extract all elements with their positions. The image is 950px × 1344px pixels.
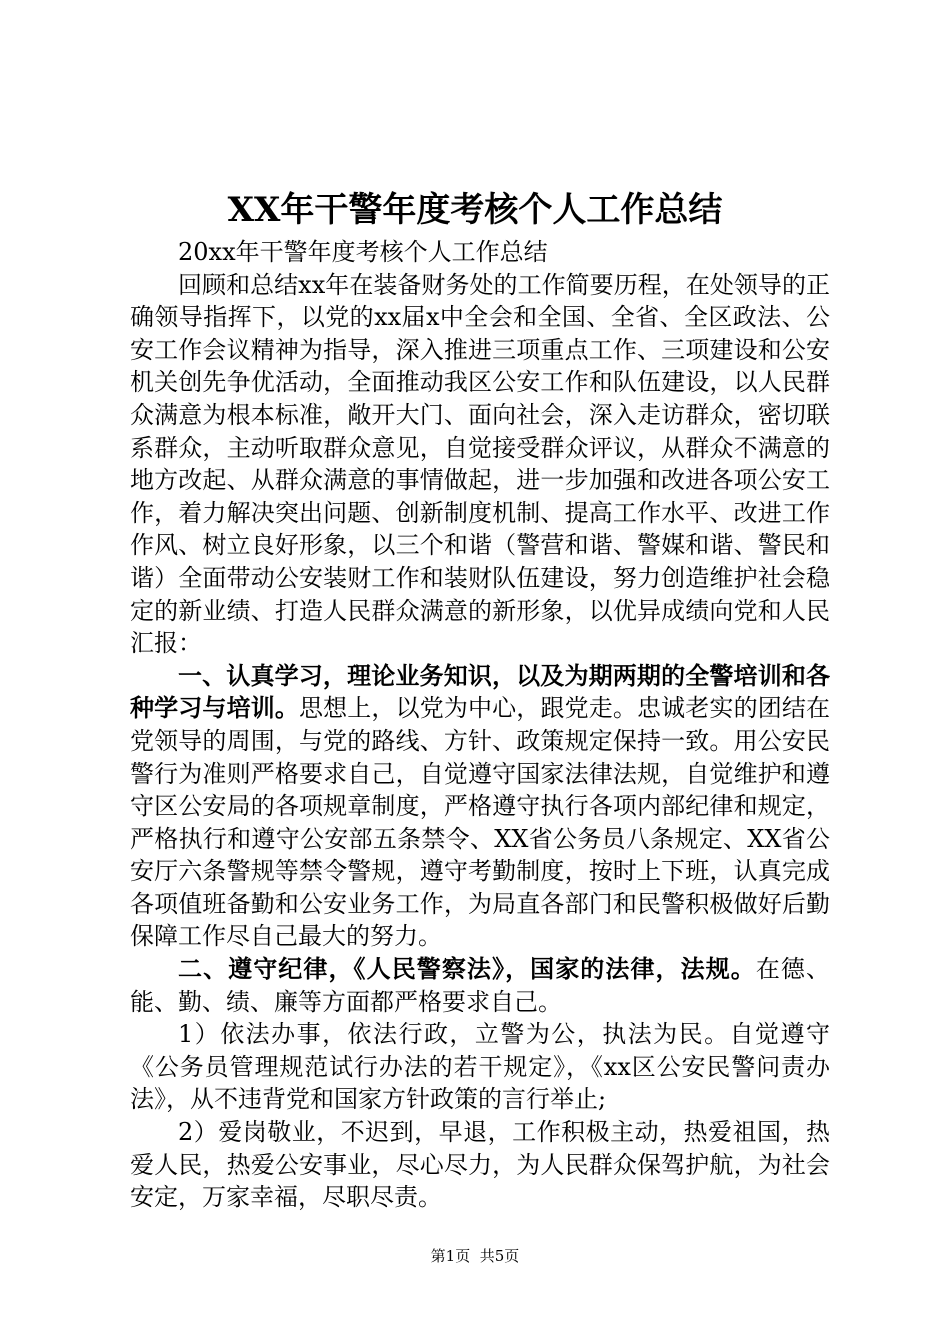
section-2-body: 在德、能、勤、绩、廉等方面都严格要求自己。 bbox=[130, 955, 831, 1016]
page-total: 共5页 bbox=[479, 1247, 520, 1265]
document-subtitle: 20xx年干警年度考核个人工作总结 bbox=[178, 238, 548, 266]
section-2-heading: 二、遵守纪律，《人民警察法》，国家的法律，法规。 bbox=[178, 954, 756, 984]
section-1-body: 思想上，以党为中心，跟党走。忠诚老实的团结在党领导的周围，与党的路线、方针、政策规定保持一致。用公安民警行为准则严格要求自己，自觉遵守国家法律法规，自觉维护和遵守区公安局的各项规章制度，严格遵守执行各项内部纪律和规定，严格执行和遵守公安部五条禁令、XX省公务员八条规定、XX省公安厅六条警规等禁令警规，遵守考勤制度，按时上下班，认真完成各项值班备勤和公安业务工作，为局直各部门和民警积极做好后勤保障工作尽自己最大的努力。 bbox=[130, 694, 830, 951]
page-number: 第1页 bbox=[430, 1247, 471, 1265]
list-item-1: 1）依法办事，依法行政，立警为公，执法为民。自觉遵守《公务员管理规范试行办法的若干规定》，《xx区公安民警问责办法》，从不违背党和国家方针政策的言行举止; bbox=[130, 1020, 830, 1114]
intro-paragraph: 回顾和总结xx年在装备财务处的工作简要历程，在处领导的正确领导指挥下，以党的xx届x中全会和全国、全省、全区政法、公安工作会议精神为指导，深入推进三项重点工作、三项建设和公安机关创先争优活动，全面推动我区公安工作和队伍建设，以人民群众满意为根本标准，敞开大门、面向社会，深入走访群众，密切联系群众，主动听取群众意见，自觉接受群众评议，从群众不满意的地方改起、从群众满意的事情做起，进一步加强和改进各项公安工作，着力解决突出问题、创新制度机制、提高工作水平、改进工作作风、树立良好形象，以三个和谐（警营和谐、警媒和谐、警民和谐）全面带动公安装财工作和装财队伍建设，努力创造维护社会稳定的新业绩、打造人民群众满意的新形象，以优异成绩向党和人民汇报： bbox=[130, 270, 830, 658]
list-item-2: 2）爱岗敬业，不迟到，早退，工作积极主动，热爱祖国，热爱人民，热爱公安事业，尽心尽力，为人民群众保驾护航，为社会安定，万家幸福，尽职尽责。 bbox=[130, 1118, 830, 1212]
document-body bbox=[130, 236, 830, 1214]
footer-separator bbox=[470, 1247, 480, 1265]
section-1-heading: 一、认真学习，理论业务知识，以及为期两期的全警培训和各种学习与培训。 bbox=[130, 660, 830, 723]
section-1-paragraph bbox=[130, 660, 830, 953]
document-title: XX年干警年度考核个人工作总结 bbox=[227, 190, 723, 230]
page-footer bbox=[0, 1246, 950, 1266]
section-2-paragraph bbox=[130, 953, 830, 1018]
